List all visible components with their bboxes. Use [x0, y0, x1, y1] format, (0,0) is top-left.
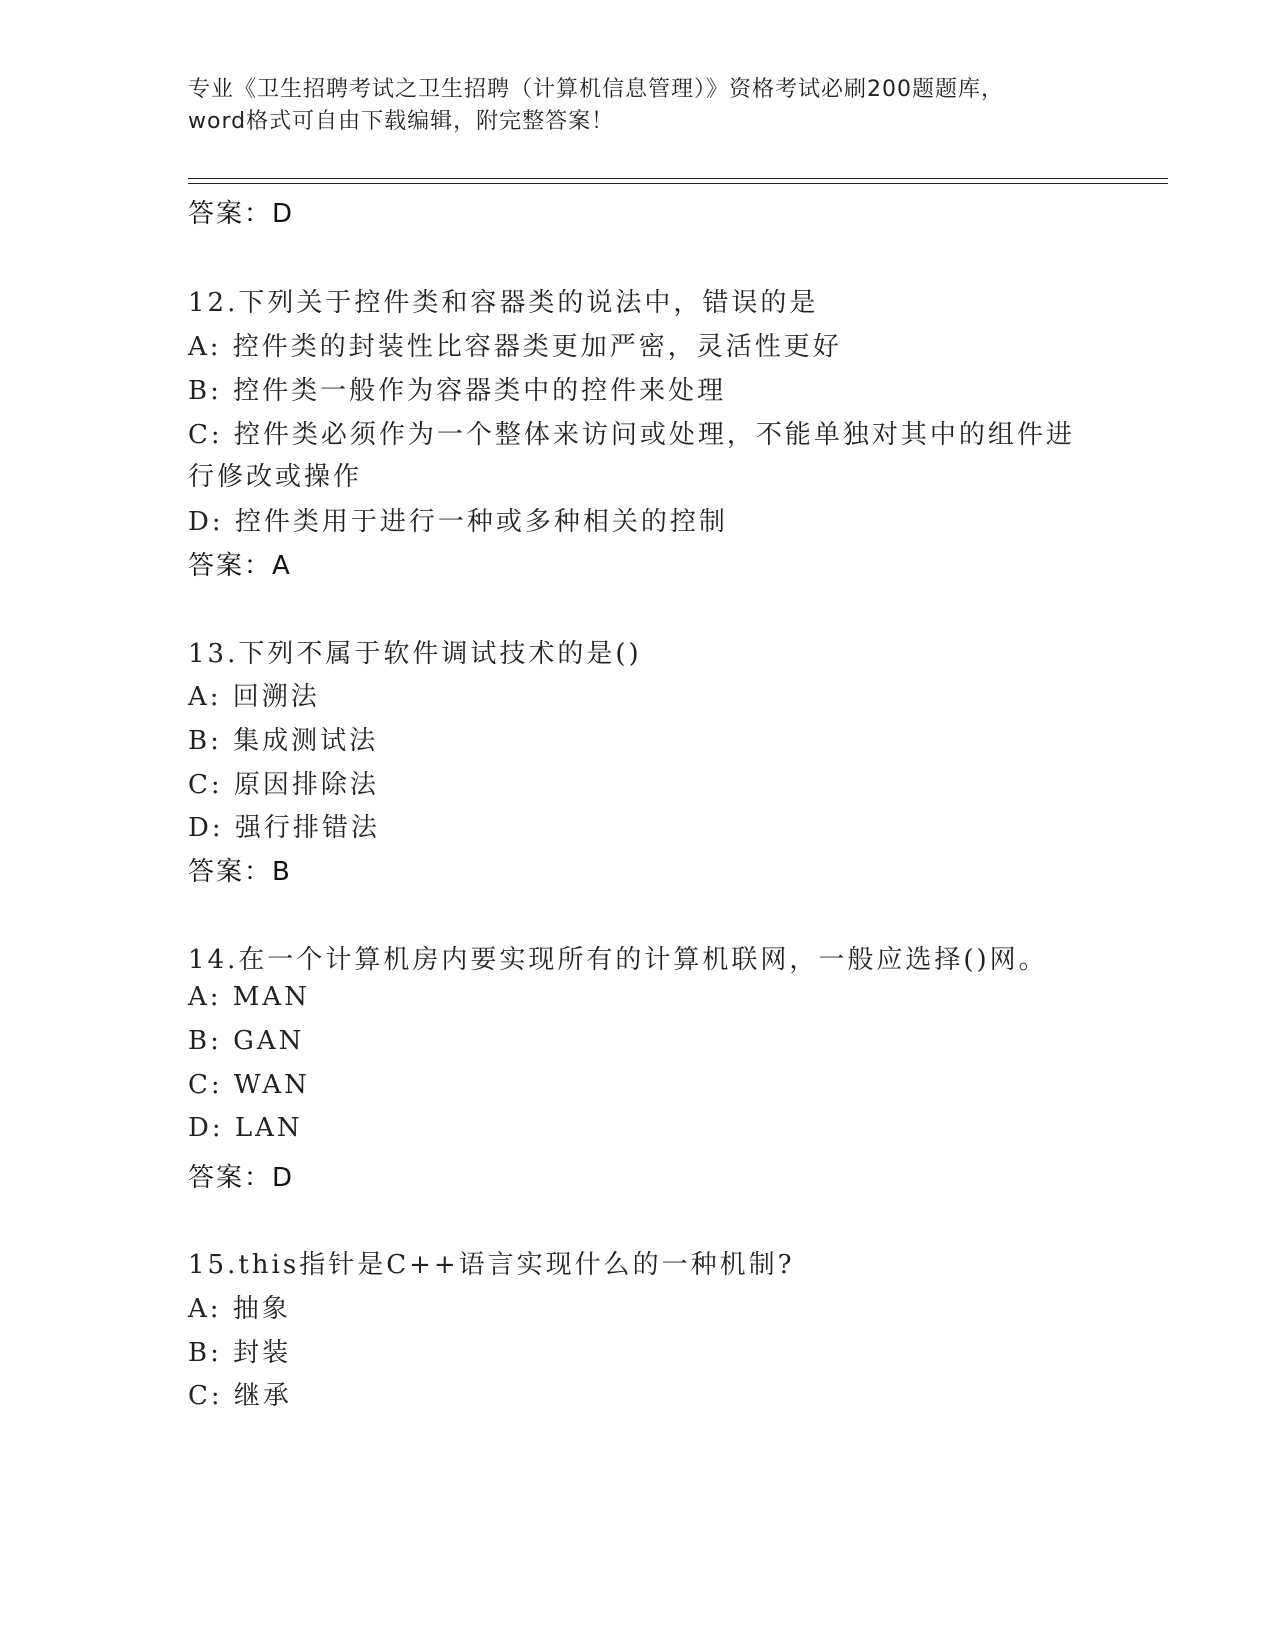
question-15-option-a: A: 抽象: [188, 1294, 291, 1324]
header-divider-top: [188, 178, 1168, 179]
answer-previous: 答案：D: [188, 199, 295, 229]
question-12-option-c-continued: 行修改或操作: [188, 462, 363, 492]
question-14-stem: 14.在一个计算机房内要实现所有的计算机联网，一般应选择()网。: [188, 945, 1048, 975]
question-15-option-b: B: 封装: [188, 1338, 292, 1368]
question-15-option-c: C: 继承: [188, 1381, 292, 1411]
question-14-option-c: C: WAN: [188, 1070, 310, 1100]
question-13-option-d: D: 强行排错法: [188, 813, 380, 843]
question-12-stem: 12.下列关于控件类和容器类的说法中，错误的是: [188, 288, 819, 318]
header-line-2: word格式可自由下载编辑，附完整答案！: [188, 109, 615, 134]
question-12-option-d: D: 控件类用于进行一种或多种相关的控制: [188, 507, 728, 537]
question-14-option-a: A: MAN: [188, 982, 310, 1012]
question-12-answer: 答案：A: [188, 551, 292, 581]
question-14-option-d: D: LAN: [188, 1113, 303, 1143]
header-divider-bottom: [188, 183, 1168, 184]
question-13-option-b: B: 集成测试法: [188, 726, 379, 756]
question-12-option-a: A: 控件类的封装性比容器类更加严密，灵活性更好: [188, 332, 842, 362]
question-14-answer: 答案：D: [188, 1163, 295, 1193]
question-13-option-a: A: 回溯法: [188, 682, 320, 712]
question-12-option-b: B: 控件类一般作为容器类中的控件来处理: [188, 376, 727, 406]
question-15-stem: 15.this指针是C++语言实现什么的一种机制?: [188, 1250, 795, 1280]
question-12-option-c: C: 控件类必须作为一个整体来访问或处理，不能单独对其中的组件进: [188, 420, 1075, 450]
document-header: [188, 74, 1088, 138]
header-line-1: 专业《卫生招聘考试之卫生招聘（计算机信息管理）》资格考试必刷200题题库，: [188, 77, 1004, 102]
question-13-answer: 答案：B: [188, 857, 292, 887]
question-13-option-c: C: 原因排除法: [188, 770, 379, 800]
question-13-stem: 13.下列不属于软件调试技术的是(): [188, 639, 642, 669]
question-14-option-b: B: GAN: [188, 1026, 305, 1056]
